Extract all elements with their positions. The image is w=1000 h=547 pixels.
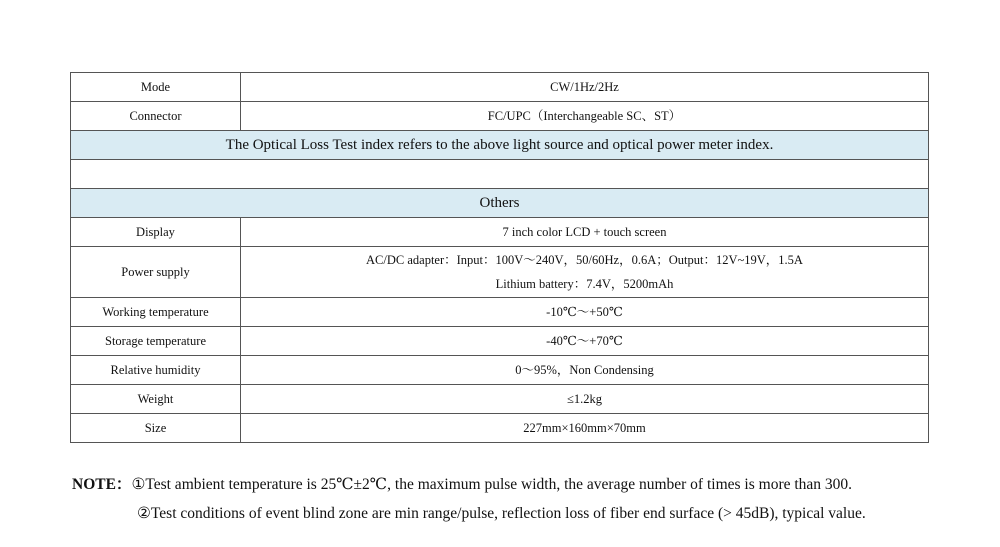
table-row-blank	[71, 160, 929, 189]
power-supply-adapter: AC/DC adapter：Input：100V～240V，50/60Hz，0.6A；Output：12V~19V，1.5A	[366, 252, 803, 267]
row-label-relative-humidity: Relative humidity	[71, 356, 241, 385]
table-row-others-heading	[71, 189, 929, 218]
table-row-power-supply	[71, 247, 929, 298]
row-label-display: Display	[71, 218, 241, 247]
row-value-mode: CW/1Hz/2Hz	[241, 73, 929, 102]
row-value-weight: ≤1.2kg	[241, 385, 929, 414]
row-value-power-supply	[241, 247, 929, 298]
row-label-working-temperature: Working temperature	[71, 298, 241, 327]
row-value-storage-temperature: -40℃～+70℃	[241, 327, 929, 356]
row-label-storage-temperature: Storage temperature	[71, 327, 241, 356]
row-value-connector: FC/UPC（Interchangeable SC、ST）	[241, 102, 929, 131]
row-label-connector: Connector	[71, 102, 241, 131]
row-value-working-temperature: -10℃～+50℃	[241, 298, 929, 327]
row-label-weight: Weight	[71, 385, 241, 414]
power-supply-battery: Lithium battery：7.4V，5200mAh	[495, 276, 674, 291]
table-row-storage-temperature	[71, 327, 929, 356]
row-value-relative-humidity: 0～95%，Non Condensing	[241, 356, 929, 385]
row-label-mode: Mode	[71, 73, 241, 102]
note-text-1: ①Test ambient temperature is 25℃±2℃, the maximum pulse width, the average number of times is more than 300.	[131, 476, 853, 493]
notes-section	[72, 470, 972, 528]
row-value-size: 227mm×160mm×70mm	[241, 414, 929, 443]
table-row-relative-humidity	[71, 356, 929, 385]
note-item-1	[72, 470, 972, 499]
note-text-2: ②Test conditions of event blind zone are min range/pulse, reflection loss of fiber end surface (> 45dB), typical value.	[137, 505, 866, 522]
row-label-power-supply: Power supply	[71, 247, 241, 298]
optical-loss-note: The Optical Loss Test index refers to the above light source and optical power meter index.	[71, 131, 929, 160]
row-label-size: Size	[71, 414, 241, 443]
blank-cell	[71, 160, 929, 189]
table-row-weight	[71, 385, 929, 414]
table-row-size	[71, 414, 929, 443]
note-item-2	[72, 499, 972, 528]
specification-table	[70, 72, 929, 443]
table-row-display	[71, 218, 929, 247]
table-row-mode	[71, 73, 929, 102]
row-value-display: 7 inch color LCD + touch screen	[241, 218, 929, 247]
others-heading: Others	[71, 189, 929, 218]
table-row-optical-loss-note	[71, 131, 929, 160]
note-label: NOTE：	[72, 476, 132, 493]
table-row-connector	[71, 102, 929, 131]
table-row-working-temperature	[71, 298, 929, 327]
